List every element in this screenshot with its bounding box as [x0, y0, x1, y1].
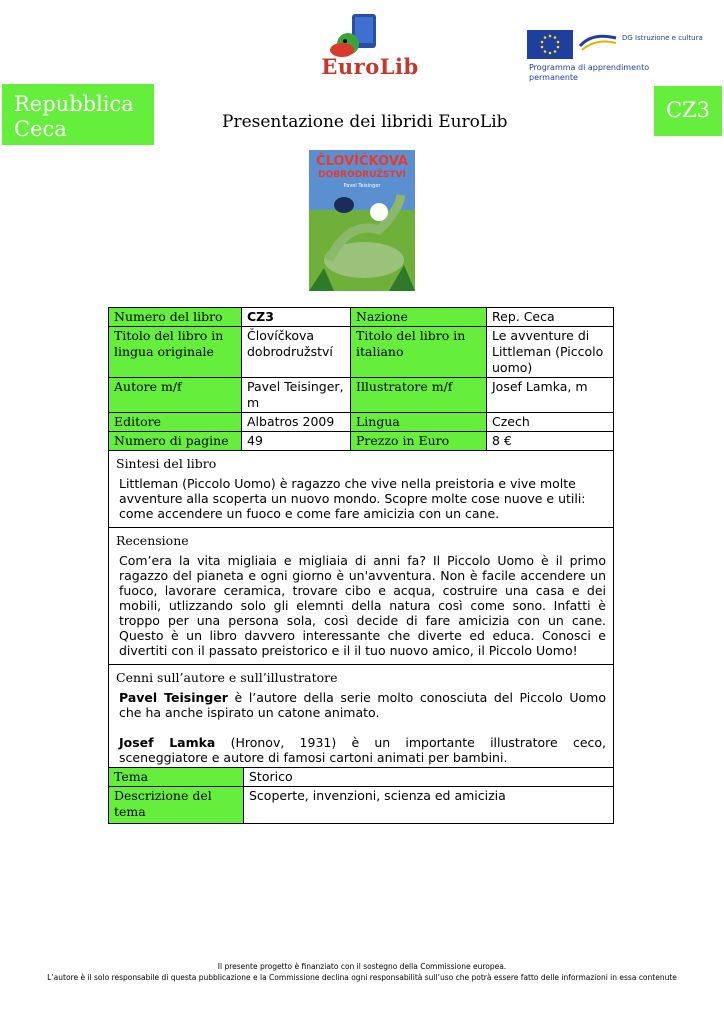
synopsis-section — [109, 451, 613, 528]
illustrator-name: Josef Lamka — [119, 735, 216, 750]
label-pages: Numero di pagine — [109, 432, 242, 450]
illustrator-bio-text: (Hronov, 1931) è un importante illustratore ceco, sceneggiatore e autore di famosi cartoni animati per bambini. — [119, 735, 606, 765]
table-row — [109, 768, 613, 787]
value-author: Pavel Teisinger, m — [242, 378, 351, 412]
eu-flag-icon — [527, 30, 573, 59]
label-theme: Tema — [109, 768, 244, 786]
table-row — [109, 787, 613, 823]
value-language: Czech — [492, 414, 530, 429]
illustrator-bio — [116, 735, 606, 765]
table-row — [109, 378, 613, 413]
label-country: Nazione — [351, 308, 487, 326]
author-name: Pavel Teisinger — [119, 690, 228, 705]
label-publisher: Editore — [109, 413, 242, 431]
authors-title: Cenni sull’autore e sull’illustratore — [116, 670, 338, 685]
label-original-title: Titolo del libro in lingua originale — [109, 327, 242, 377]
value-pages: 49 — [242, 432, 351, 450]
review-section — [109, 528, 613, 665]
footer-disclaimer: L’autore è il solo responsabile di questa pubblicazione e la Commissione declina ogni responsabilità sull’uso che potrà essere fatto delle informazioni in essa contenute — [47, 973, 677, 982]
table-row — [109, 308, 613, 327]
label-price: Prezzo in Euro — [351, 432, 487, 450]
book-info-table — [108, 307, 614, 824]
author-bio-text: è l’autore della serie molto conosciuta del Piccolo Uomo che ha anche ispirato un catone animato. — [119, 690, 606, 720]
label-language: Lingua — [351, 413, 487, 431]
value-illustrator: Josef Lamka, m — [492, 379, 588, 394]
page-title: Presentazione dei libridi EuroLib — [222, 112, 508, 132]
book-cover-image — [309, 150, 415, 291]
dg-education-logo-icon — [578, 30, 618, 52]
footer-funding-note: Il presente progetto è finanziato con il sostegno della Commissione europea. — [217, 962, 507, 971]
review-title: Recensione — [116, 533, 189, 548]
synopsis-title: Sintesi del libro — [116, 456, 217, 471]
table-row — [109, 432, 613, 451]
cover-author: Pavel Teisinger — [343, 183, 381, 189]
country-line1: Repubblica — [14, 92, 134, 116]
label-italian-title: Titolo del libro in italiano — [351, 327, 487, 377]
table-row — [109, 327, 613, 378]
synopsis-text: Littleman (Piccolo Uomo) è ragazzo che vive nella preistoria e vive molte avventure alla scoperta un nuovo mondo. Scopre molte cose nuove e utili: come accendere un fuoco e come fare amicizia con un cane. — [119, 476, 586, 521]
value-country: Rep. Ceca — [492, 309, 555, 324]
value-italian-title: Le avventure di Littleman (Piccolo uomo) — [492, 328, 604, 375]
country-badge — [2, 84, 154, 145]
label-theme-description: Descrizione del tema — [109, 787, 244, 823]
review-text: Com’era la vita migliaia e migliaia di anni fa? Il Piccolo Uomo è il primo ragazzo del pianeta e ogni giorno è un'avventura. Non è facile accendere un fuoco, lavorare ceramica, trovare cibo e acqua, costruire una casa e dei mobili, utlizzando solo gli elemnti della natura così come sono. Infatti è troppo per una persona sola, così decide di fare amicizia con un cane. Questo è un libro davvero interessante che diverte ed educa. Conosci e divertiti con il passato preistorico e il il tuo nuovo amico, il Piccolo Uomo! — [119, 553, 606, 658]
program-label: Programma di apprendimento permanente — [529, 63, 650, 82]
cover-title-line1: ČLOVÍČKOVA — [316, 154, 408, 169]
eurolib-logo — [312, 10, 422, 92]
value-theme-description: Scoperte, invenzioni, scienza ed amicizia — [249, 788, 506, 803]
country-line2: Ceca — [14, 117, 67, 141]
table-row — [109, 413, 613, 432]
value-publisher: Albatros 2009 — [242, 413, 351, 431]
label-illustrator: Illustratore m/f — [351, 378, 487, 412]
code-badge: CZ3 — [654, 86, 722, 136]
value-price: 8 € — [492, 433, 512, 448]
value-book-number: CZ3 — [242, 308, 351, 326]
label-author: Autore m/f — [109, 378, 242, 412]
label-book-number: Numero del libro — [109, 308, 242, 326]
eurolib-logo-text: EuroLib — [321, 54, 419, 79]
dg-label: DG Istruzione e cultura — [622, 34, 703, 42]
value-theme: Storico — [249, 769, 293, 784]
cover-title-line2: DOBRODRUŽSTVÍ — [318, 170, 406, 180]
authors-section — [109, 665, 613, 768]
value-original-title: Človíčkova dobrodružství — [242, 327, 351, 377]
author-bio — [116, 690, 606, 720]
